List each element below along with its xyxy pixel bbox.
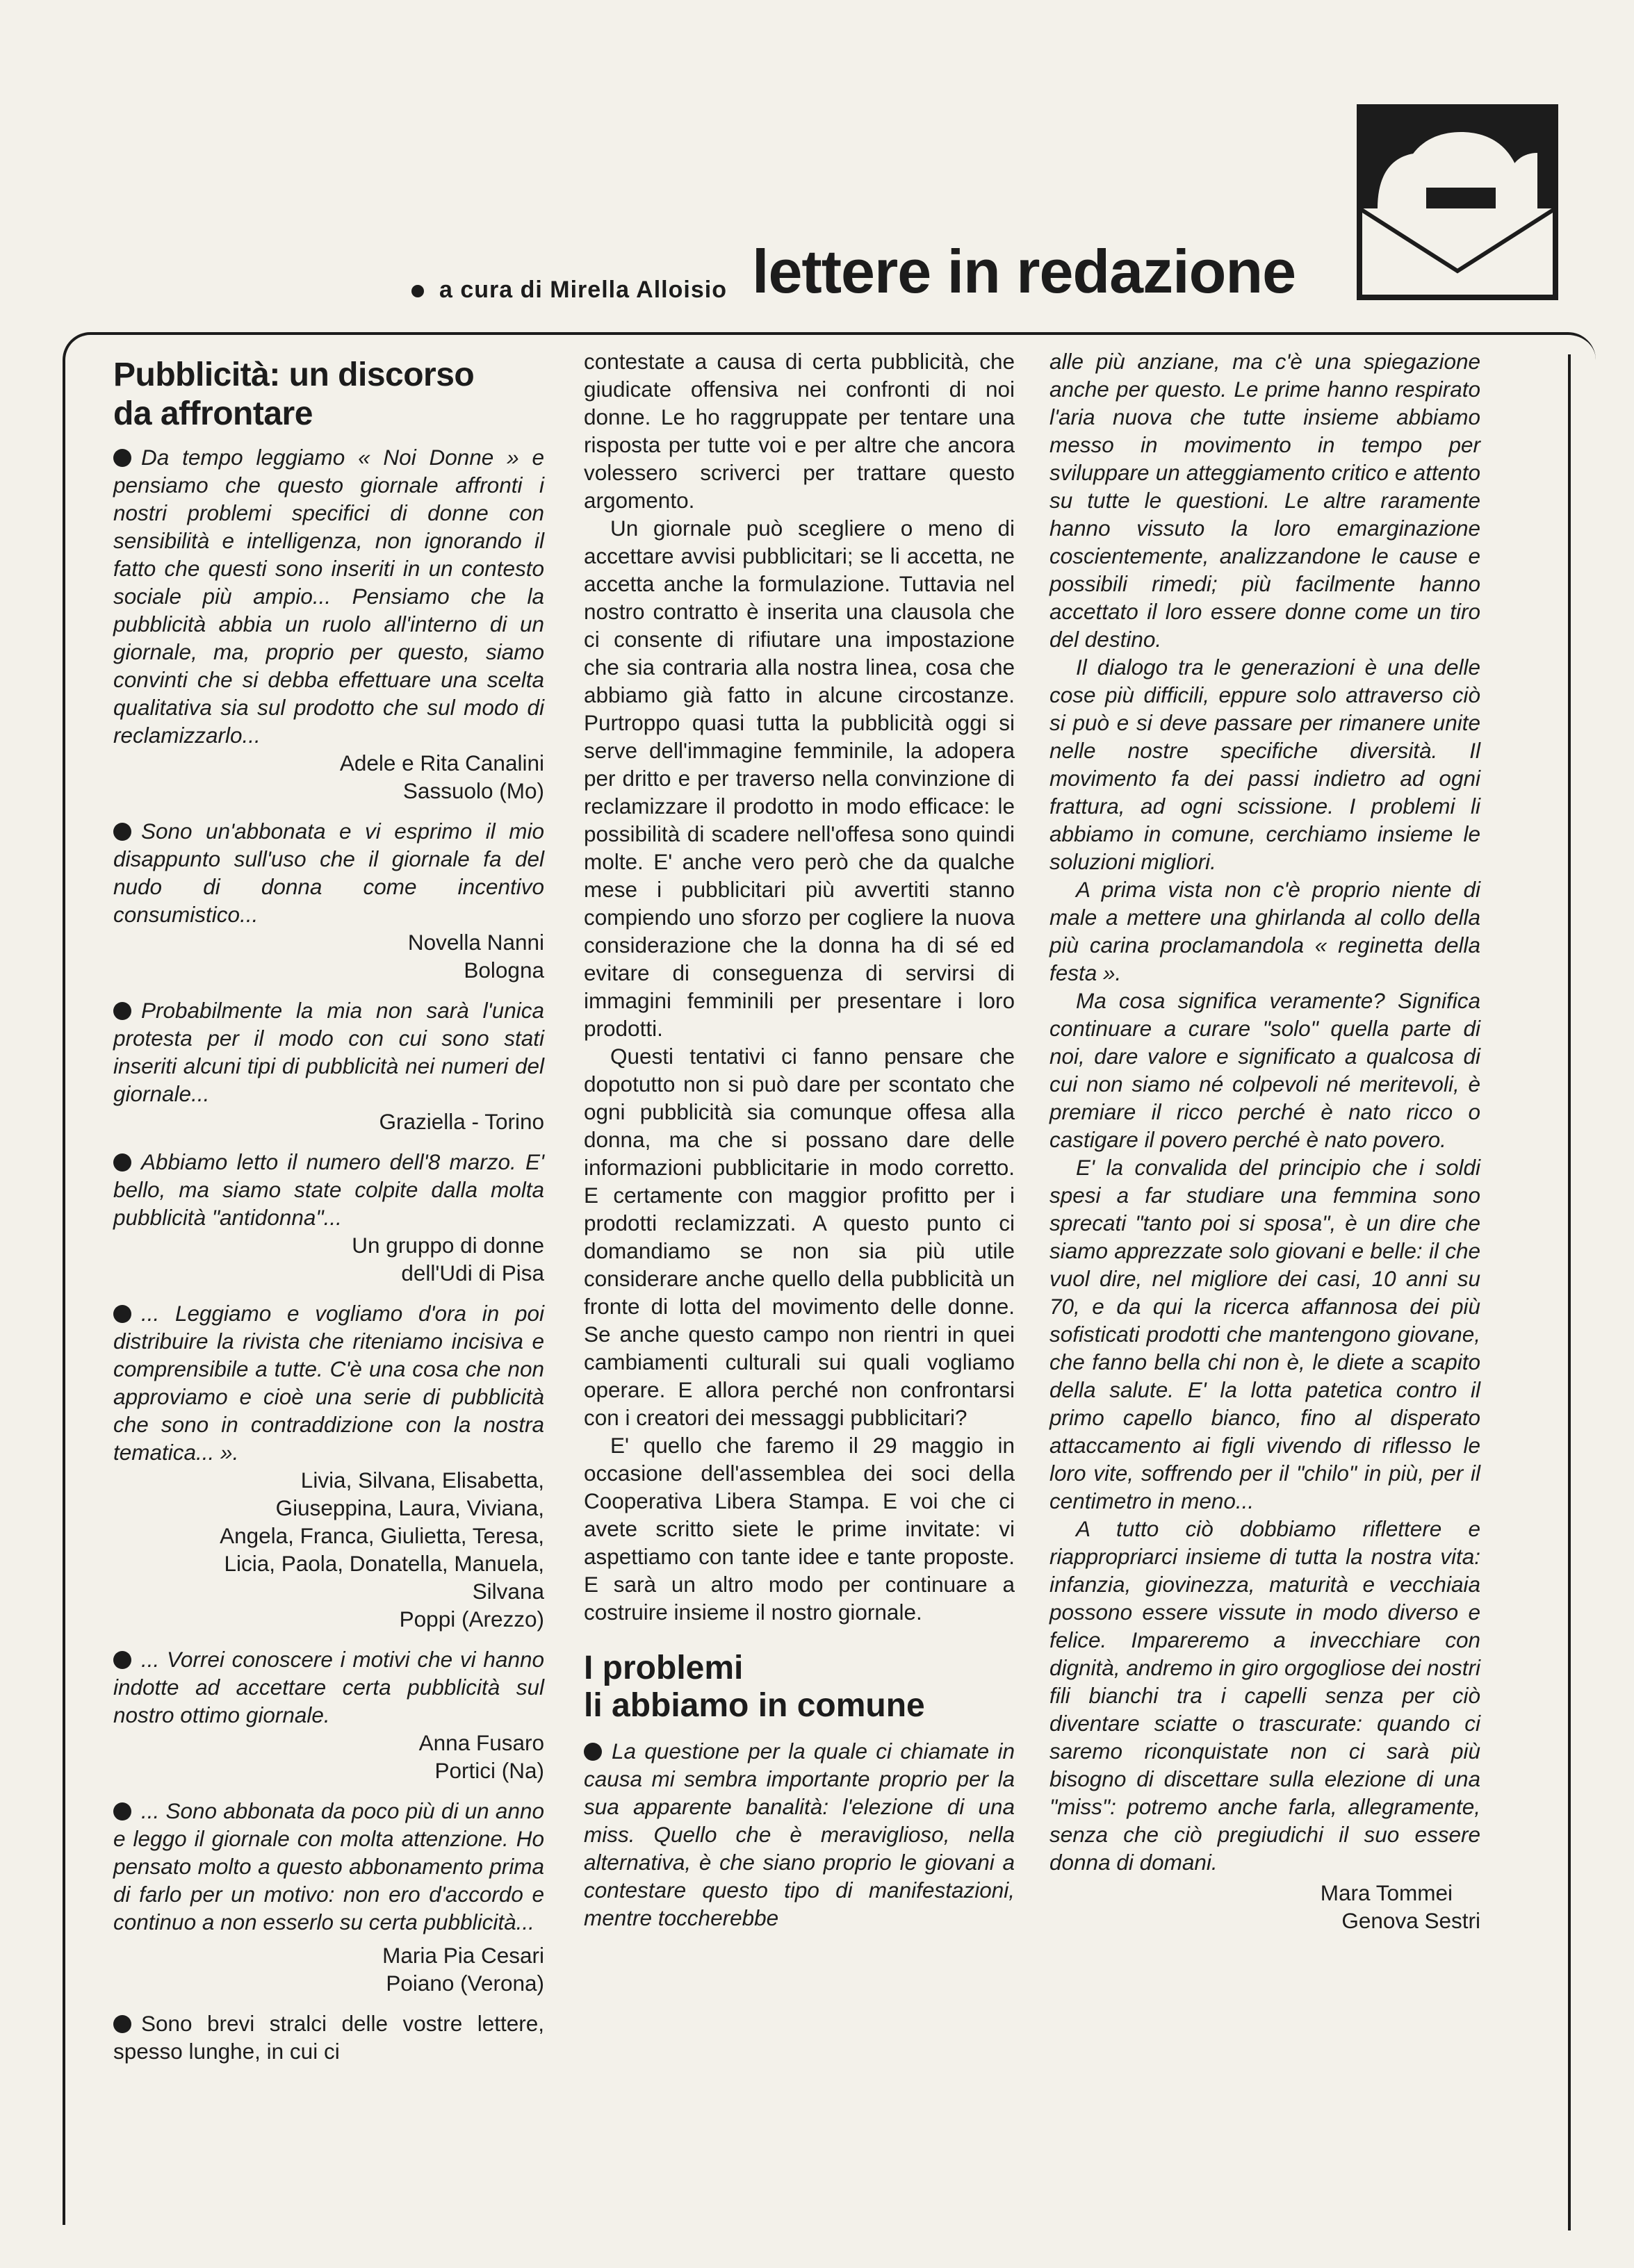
letter-5	[113, 1299, 544, 1633]
article-frame-right-rule	[1568, 354, 1571, 2230]
letter-paragraph: alle più anziane, ma c'è una spiegazione anche per questo. Le prime hanno respirato l'aria nuova che tutte insieme abbiamo messo in movimento in tempo per sviluppare un atteggiamento critico e attento su tutte le questioni. Le altre raramente hanno vissuto la loro emarginazione coscientemente, analizzandone le cause e possibili rimedi; più facilmente hanno accettato il loro essere donne come un tiro del destino.	[1049, 349, 1480, 652]
letter-7	[113, 1797, 544, 1997]
reply-text: Sono brevi stralci delle vostre lettere, spesso lunghe, in cui ci	[113, 2011, 544, 2064]
article-title-line-2: da affrontare	[113, 395, 313, 432]
letter-location: Portici (Na)	[434, 1758, 544, 1783]
letter-text: ... Sono abbonata da poco più di un anno e leggo il giornale con molta attenzione. Ho pensato molto a questo abbonamento prima di farlo per un motivo: non ero d'accordo e continuo a non esserlo su certa pubblicità...	[113, 1798, 544, 1934]
letter-paragraph: A tutto ciò dobbiamo riflettere e riappropriarci insieme di tutta la nostra vita: infanzia, giovinezza, maturità e vecchiaia possono essere vissute in modo diverso e felice. Impareremo a invecchiare con dignità, andremo in giro orgogliose dei nostri fili bianchi tra i capelli senza per ciò diventare sciatte o trascurate: quando ci saremo riconquistate non ci sarà più bisogno di discettare sulla elezione di una "miss": potremo anche farla, allegramente, senza che ciò pregiudichi il suo essere donna di domani.	[1049, 1516, 1480, 1875]
letter-6	[113, 1645, 544, 1784]
header-credit	[411, 277, 727, 304]
letter-location: Poiano (Verona)	[386, 1971, 544, 1996]
bullet-icon	[113, 823, 131, 841]
letter-signature: Anna Fusaro	[418, 1730, 544, 1755]
letter-signature: Adele e Rita Canalini	[339, 750, 544, 775]
page-title: lettere in redazione	[752, 237, 1296, 306]
bullet-icon	[113, 1305, 131, 1323]
letter-envelope-icon	[1357, 104, 1558, 300]
section-title-line-2: li abbiamo in comune	[584, 1687, 925, 1724]
article-title-line-1: Pubblicità: un discorso	[113, 356, 475, 393]
letter-paragraph: Ma cosa significa veramente? Significa continuare a curare "solo" quella parte di noi, dare valore e significato a qualcosa di cui non siamo né colpevoli né meritevoli, è premiare il ricco perché è nato ricco o castigare il povero perché è nato povero.	[1049, 988, 1480, 1152]
letter-text: Probabilmente la mia non sarà l'unica protesta per il modo con cui sono stati inseriti alcuni tipi di pubblicità nei numeri del giornale...	[113, 998, 544, 1106]
letter-location: Poppi (Arezzo)	[399, 1606, 544, 1632]
section-title-line-1: I problemi	[584, 1650, 744, 1686]
letter-paragraph: E' la convalida del principio che i soldi spesi a far studiare una femmina sono sprecati "tanto poi si sposa", è un dire che siamo apprezzate solo giovani e belle: il che vuol dire, nel migliore dei casi, 10 anni su 70, e da qui la ricerca affannosa dei più sofisticati prodotti che mantengono giovane, che fanno bella chi non è, le diete a scapito della salute. E' la lotta patetica contro il primo capello bianco, fino al disperato attaccamento ai figli vivendo di riflesso le loro vite, soffrendo per il "chilo" in più, per il centimetro in meno...	[1049, 1155, 1480, 1513]
column-1	[113, 347, 544, 2065]
header-credit-text: a cura di Mirella Alloisio	[439, 277, 727, 303]
letter-text: ... Leggiamo e vogliamo d'ora in poi distribuire la rivista che riteniamo incisiva e comprensibile a tutte. C'è una cosa che non approviamo e cioè una serie di pubblicità che sono in contraddizione con la nostra tematica... ».	[113, 1301, 544, 1465]
letter-signature: Un gruppo di donne	[352, 1233, 544, 1258]
letter-text: Da tempo leggiamo « Noi Donne » e pensiamo che questo giornale affronti i nostri problemi specifici di donne con sensibilità e intelligenza, non ignorando il fatto che questi sono inseriti in un contesto sociale più ampio... Pensiamo che la pubblicità abbia un ruolo all'interno di un giornale, ma, proprio per questo, siamo convinti che si debba effettuare una scelta qualitativa sia sul prodotto che sul modo di reclamizzarlo...	[113, 445, 544, 748]
reply-paragraph: E' quello che faremo il 29 maggio in occasione dell'assemblea dei soci della Cooperativa Libera Stampa. E voi che ci avete scritto siete le prime invitate: vi aspettiamo con tante idee e tante proposte. E sarà un altro modo per continuare a costruire insieme il nostro giornale.	[584, 1433, 1015, 1625]
letter-text: Sono un'abbonata e vi esprimo il mio disappunto sull'uso che il giornale fa del nudo di donna come incentivo consumistico...	[113, 819, 544, 927]
section-title	[584, 1650, 1015, 1725]
bullet-icon	[113, 1802, 131, 1821]
letter-3	[113, 996, 544, 1135]
letter-location: Genova Sestri	[1341, 1908, 1480, 1933]
bullet-icon	[113, 1651, 131, 1669]
column-logo	[1357, 104, 1558, 300]
reply-paragraph: Questi tentativi ci fanno pensare che dopotutto non si può dare per scontato che ogni pubblicità sia comunque offesa alla donna, ma che si possano dare delle informazioni pubblicitarie in modo corretto. E certamente con maggior profitto per i prodotti reclamizzati. A questo punto ci domandiamo se non sia più utile considerare anche quello della pubblicità un fronte di lotta del movimento delle donne. Se anche questo campo non rientri in quei cambiamenti culturali sui quali vogliamo operare. E allora perché non confrontarsi con i creatori dei messaggi pubblicitari?	[584, 1044, 1015, 1430]
letter-text: ... Vorrei conoscere i motivi che vi hanno indotte ad accettare certa pubblicità sul nostro ottimo giornale.	[113, 1647, 544, 1727]
letter-paragraph: A prima vista non c'è proprio niente di male a mettere una ghirlanda al collo della più carina proclamandola « reginetta della festa ».	[1049, 877, 1480, 985]
letter-signature: Mara Tommei	[1320, 1880, 1453, 1905]
bullet-icon	[113, 449, 131, 467]
letter-location: Sassuolo (Mo)	[402, 778, 544, 803]
bullet-icon	[411, 285, 424, 297]
letter-4	[113, 1148, 544, 1287]
letter-signature-block	[1049, 1879, 1480, 1934]
column-2	[584, 347, 1015, 1932]
letter-2	[113, 817, 544, 984]
letter-location: Bologna	[464, 958, 544, 983]
reply-paragraph: contestate a causa di certa pubblicità, che giudicate offensiva nei confronti di noi donne. Le ho raggruppate per tentare una risposta per tutte voi e per altre che ancora volessero scriverci per trattare questo argomento.	[584, 349, 1015, 513]
letter-location: dell'Udi di Pisa	[401, 1260, 544, 1285]
letter-signature: Livia, Silvana, Elisabetta, Giuseppina, Laura, Viviana, Angela, Franca, Giulietta, Teresa, Licia, Paola, Donatella, Manuela, Silvana	[220, 1468, 544, 1604]
reply-paragraph: Un giornale può scegliere o meno di accettare avvisi pubblicitari; se li accetta, ne accetta anche la formulazione. Tuttavia nel nostro contratto è inserita una clausola che ci consente di rifiutare una impostazione che sia contraria alla nostra linea, cosa che abbiamo già fatto in alcune circostanze. Purtroppo quasi tutta la pubblicità oggi si serve dell'immagine femminile, la adopera per dritto e per traverso nella convinzione di reclamizzare il prodotto in modo efficace: le possibilità di scadere nell'offesa sono quindi molte. E' anche vero però che da qualche mese i pubblicitari più avvertiti stanno compiendo uno sforzo per cogliere la nuova considerazione che la donna ha di sé ed evitare di conseguenza di servirsi di immagini femminili per presentare i loro prodotti.	[584, 516, 1015, 1041]
column-3	[1049, 347, 1480, 1934]
letter-text: La questione per la quale ci chiamate in causa mi sembra importante proprio per la sua apparente banalità: l'elezione di una miss. Quello che è meraviglioso, nella alternativa, è che siano proprio le giovani a contestare questo tipo di manifestazioni, mentre toccherebbe	[584, 1739, 1015, 1930]
letter-signature: Maria Pia Cesari	[382, 1943, 544, 1968]
letter-signature: Graziella - Torino	[379, 1109, 544, 1134]
letter-signature: Novella Nanni	[407, 930, 544, 955]
letter-1	[113, 443, 544, 805]
bullet-icon	[113, 1153, 131, 1172]
bullet-icon	[113, 1002, 131, 1020]
article-title	[113, 356, 544, 434]
bullet-icon	[584, 1743, 602, 1761]
letter-paragraph: Il dialogo tra le generazioni è una delle cose più difficili, eppure solo attraverso ciò si può e si deve passare per rimanere unite nelle nostre specifiche diversità. Il movimento fa dei passi indietro ad ogni frattura, ad ogni scissione. I problemi li abbiamo in comune, cerchiamo insieme le soluzioni migliori.	[1049, 655, 1480, 874]
bullet-icon	[113, 2015, 131, 2033]
letter-text: Abbiamo letto il numero dell'8 marzo. E' bello, ma siamo state colpite dalla molta pubblicità "antidonna"...	[113, 1149, 544, 1230]
